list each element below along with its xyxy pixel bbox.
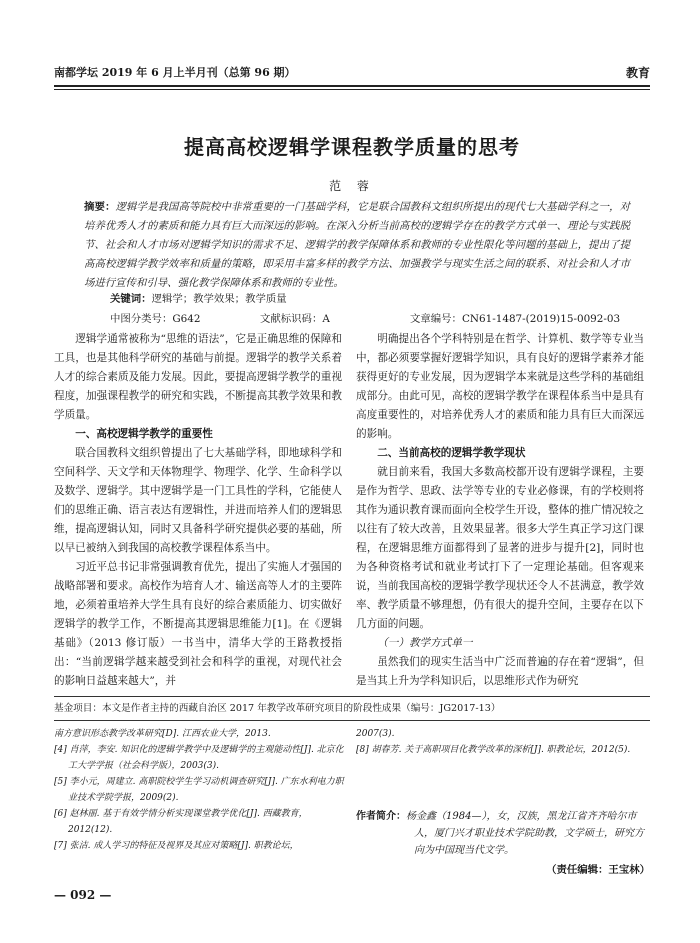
references-right: [356, 726, 646, 758]
paragraph: 逻辑学通常被称为“思维的语法”，它是正确思维的保障和工具，也是其他科学研究的基础与前提。逻辑学的教学关系着人才的综合素质及能力发展。因此，要提高逻辑学教学的重视程度，加强课程教学的研究和实践，不断提高其教学效果和教学质量。: [54, 333, 342, 421]
running-header: [54, 64, 650, 82]
article-number: 文章编号：CN61-1487-(2019)15-0092-03: [410, 313, 621, 325]
abstract-text: 逻辑学是我国高等院校中非常重要的一门基础学科，它是联合国教科文组织所提出的现代七大基础学科之一，对培养优秀人才的素质和能力具有巨大而深远的影响。在深入分析当前高校的逻辑学存在的教学方式单一、理论与实践脱节、社会和人才市场对逻辑学知识的需求不足、逻辑学的教学保障体系和教师的专业性限化等问题的基础上，提出了提高高校逻辑学教学效率和质量的策略，即采用丰富多样的教学方法、加强教学与现实生活之间的联系、对社会和人才市场进行宣传和引导、强化教学保障体系和教师的专业性。: [84, 201, 631, 289]
keywords-text: 逻辑学；教学效果；教学质量: [151, 293, 287, 305]
keywords-label: 关键词：: [110, 293, 152, 305]
abstract: [84, 198, 630, 293]
header-rule-thin: [54, 89, 650, 90]
reference-item: [4] 肖萍，李安. 知识化的逻辑学教学中及逻辑学的主观能动性[J]. 北京化工大学学报（社会科学版），2003(3).: [54, 745, 344, 771]
reference-item: 2007(3).: [356, 729, 395, 739]
author-bio: [356, 808, 650, 859]
reference-item: 南方意识形态教学改革研究[D]. 江西农业大学，2013.: [54, 729, 271, 739]
responsible-editor: （责任编辑：王宝林）: [546, 864, 650, 876]
paragraph: 明确提出各个学科特别是在哲学、计算机、数学等专业当中，都必须要掌握好逻辑学知识，具有良好的逻辑学素养才能获得更好的专业发展，因为逻辑学本来就是这些学科的基础组成部分。由此可见，高校的逻辑学教学在课程体系当中是具有高度重要性的，对培养优秀人才的素质和能力具有巨大而深远的影响。: [356, 333, 644, 440]
section-heading: 一、高校逻辑学教学的重要性: [75, 428, 213, 440]
body-column-right: [356, 330, 644, 691]
page-number: — 092 —: [54, 888, 112, 902]
paragraph: 习近平总书记非常强调教育优先，提出了实施人才强国的战略部署和要求。高校作为培育人才、输送高等人才的主要阵地，必须着重培养大学生具有良好的综合素质能力、切实做好逻辑学的教学工作，不断提高其逻辑思维能力[1]。在《逻辑基础》（2013 修订版）一书当中，清华大学的王路教授指出：“当前逻辑学越来越受到社会和科学的重视，对现代社会的影响日益越来越大”，并: [54, 561, 342, 687]
reference-item: [5] 李小元，周建立. 高职院校学生学习动机调查研究[J]. 广东水利电力职业技术学院学报，2009(2).: [54, 777, 344, 803]
clc-number: 中图分类号：G642: [110, 313, 201, 325]
article-author: 范 蓉: [329, 179, 375, 193]
subsection-heading: （一）教学方式单一: [377, 637, 473, 649]
header-rule: [54, 85, 650, 87]
paragraph: 就目前来看，我国大多数高校都开设有逻辑学课程，主要是作为哲学、思政、法学等专业的专业必修课，有的学校则将其作为通识教育课而面向全校学生开设，整体的推广情况较之以往有了较大改善，且效果显著。很多大学生真正学习这门课程，在逻辑思维方面都得到了显著的进步与提升[2]，同时也为各种资格考试和就业考试打下了一定理论基础。但客观来说，当前我国高校的逻辑学教学现状还令人不甚满意，教学效率、教学质量不够理想，仍有很大的提升空间，主要存在以下几方面的问题。: [356, 466, 644, 630]
author-bio-label: 作者简介：: [356, 811, 406, 822]
reference-item: [7] 张洁. 成人学习的特征及视界及其应对策略[J]. 职教论坛，: [54, 841, 299, 851]
author-bio-text: 杨金鑫（1984—），女，汉族，黑龙江省齐齐哈尔市人，厦门兴才职业技术学院助教，文学硕士，研究方向为中国现当代文学。: [406, 811, 644, 856]
keywords: [110, 290, 630, 305]
journal-issue: 南都学坛 2019 年 6 月上半月刊（总第 96 期）: [54, 66, 296, 79]
section-heading: 二、当前高校的逻辑学教学现状: [377, 447, 526, 459]
reference-item: [6] 赵林丽. 基于有效学情分析实现课堂教学优化[J]. 西藏教育，2012(12).: [54, 809, 308, 835]
funding-rule: [54, 696, 650, 697]
paragraph: 虽然我们的现实生活当中广泛而普遍的存在着“逻辑”，但是当其上升为学科知识后，以思维形式作为研究: [356, 656, 644, 687]
classification-line: [110, 310, 630, 326]
article-title: 提高高校逻辑学课程教学质量的思考: [184, 135, 520, 159]
document-code: 文献标识码：A: [260, 313, 330, 325]
references-left: [54, 726, 344, 854]
body-column-left: [54, 330, 342, 691]
funding-note: 基金项目：本文是作者主持的西藏自治区 2017 年教学改革研究项目的阶段性成果（编号：JG2017-13）: [54, 703, 501, 714]
funding-rule-bottom: [54, 720, 650, 721]
abstract-label: 摘要：: [84, 201, 116, 213]
reference-item: [8] 胡春芳. 关于高职项目化教学改革的深析[J]. 职教论坛，2012(5).: [356, 745, 631, 755]
paragraph: 联合国教科文组织曾提出了七大基础学科，即地球科学和空间科学、天文学和天体物理学、物理学、化学、生命科学以及数学、逻辑学。其中逻辑学是一门工具性的学科，它能使人们的思维正确、语言表达有逻辑性，并进而培养人们的逻辑思维，提高逻辑认知，同时又具备科学研究提供必要的基础，所以早已被纳入到我国的高校教学课程体系当中。: [54, 447, 342, 554]
section-name: 教育: [625, 66, 650, 80]
